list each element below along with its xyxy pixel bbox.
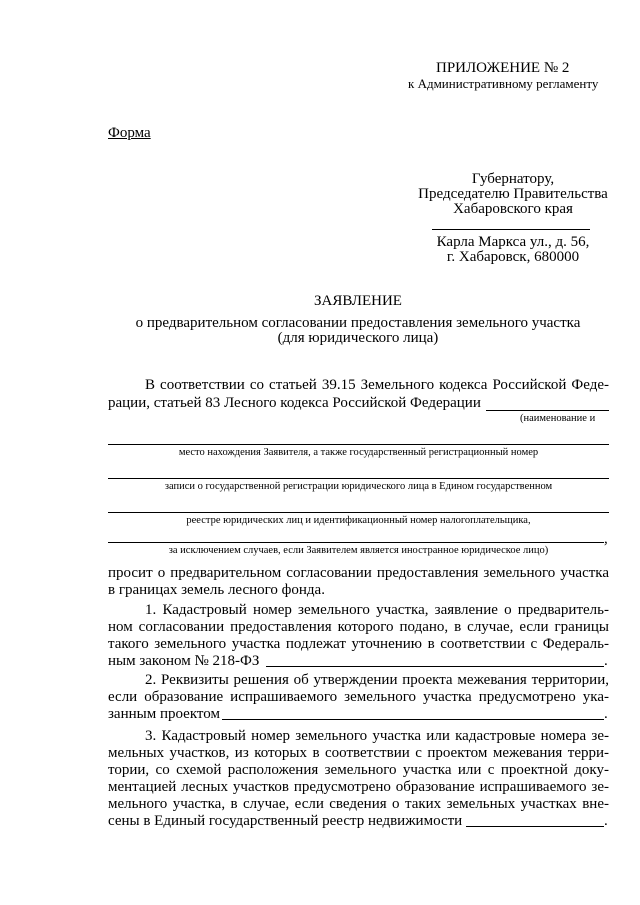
item1-line4: ным законом № 218-ФЗ [108, 653, 260, 669]
hint-foreign: за исключением случаев, если Заявителем является иностранное юридическое лицо) [168, 545, 549, 556]
intro-line2: рации, статьей 83 Лесного кодекса Российской Федерации [108, 395, 481, 411]
item2-line1: 2. Реквизиты решения об утверждении проекта межевания территории, [145, 672, 609, 688]
addressee-line2: Председателю Правительства [418, 186, 608, 202]
addressee-line1: Губернатору, [471, 171, 555, 187]
hint-regnum: записи о государственной регистрации юридического лица в Едином государственном [164, 481, 553, 492]
addressee-line3: Хабаровского края [453, 201, 573, 217]
cadastral-number-field[interactable] [266, 666, 604, 667]
applicant-inn-field[interactable] [108, 512, 609, 513]
addressee-divider [432, 229, 590, 230]
hint-location: место нахождения Заявителя, а также государственный регистрационный номер [178, 447, 539, 458]
item3-period: . [604, 813, 608, 829]
survey-decision-field[interactable] [222, 719, 604, 720]
item2-period: . [604, 706, 608, 722]
item3-line4: ментацией лесных участков предусмотрено образование испрашиваемого зе- [108, 779, 609, 795]
document-subtitle: о предварительном согласовании предоставления земельного участка [135, 315, 581, 331]
item1-period: . [604, 653, 608, 669]
item3-line2: мельных участков, из которых в соответствии с проектом межевания терри- [108, 745, 609, 761]
item1-line3: такого земельного участка подлежат уточнению в соответствии с Федераль- [108, 636, 609, 652]
addressee-address1: Карла Маркса ул., д. 56, [436, 234, 590, 250]
item1-line1: 1. Кадастровый номер земельного участка, заявление о предваритель- [145, 602, 609, 618]
addressee-address2: г. Хабаровск, 680000 [446, 249, 580, 265]
item3-line1: 3. Кадастровый номер земельного участка или кадастровые номера зе- [145, 728, 609, 744]
applicant-name-field[interactable] [486, 410, 609, 411]
applicant-extra-field[interactable] [108, 542, 604, 543]
applicant-location-field[interactable] [108, 444, 609, 445]
form-label: Форма [108, 125, 151, 141]
document-subtitle-type: (для юридического лица) [277, 330, 439, 346]
field-comma: , [604, 531, 608, 547]
intro-line4: в границах земель лесного фонда. [108, 582, 325, 598]
item2-line3: занным проектом [108, 706, 220, 722]
item2-line2: если образование испрашиваемого земельного участка предусмотрено ука- [108, 689, 609, 705]
intro-line3: просит о предварительном согласовании предоставления земельного участка [108, 565, 609, 581]
intro-line1: В соответствии со статьей 39.15 Земельного кодекса Российской Феде- [145, 377, 609, 393]
item3-line6: сены в Единый государственный реестр недвижимости [108, 813, 463, 829]
item1-line2: ном согласовании предоставления которого подано, в случае, если границы [108, 619, 609, 635]
appendix-title: ПРИЛОЖЕНИЕ № 2 [436, 60, 570, 76]
applicant-regnum-field[interactable] [108, 478, 609, 479]
hint-name: (наименование и [520, 413, 596, 424]
item3-line3: тории, со схемой расположения земельного участка или с проектной доку- [108, 762, 609, 778]
appendix-subtitle: к Административному регламенту [408, 76, 599, 91]
hint-inn: реестре юридических лиц и идентификационный номер налогоплательщика, [186, 515, 531, 526]
source-parcels-field[interactable] [466, 826, 604, 827]
document-title: ЗАЯВЛЕНИЕ [314, 293, 402, 309]
item3-line5: мельного участка, в случае, если сведения о таких земельных участках вне- [108, 796, 609, 812]
